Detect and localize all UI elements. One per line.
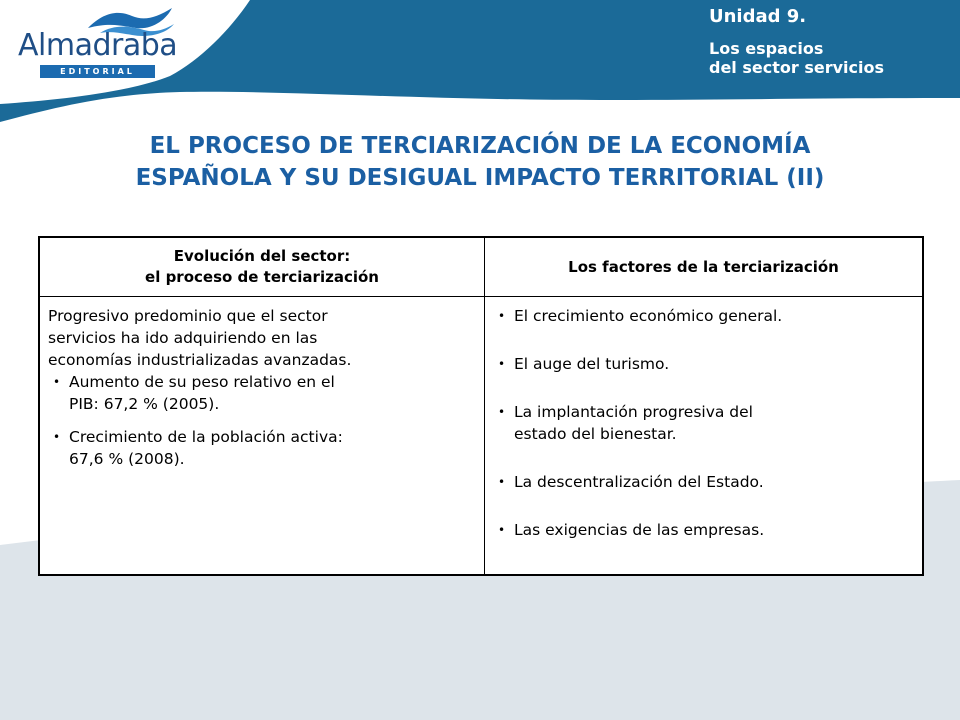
- table-body-row: [39, 297, 923, 576]
- content-table: [38, 236, 924, 576]
- unit-subtitle-line: del sector servicios: [709, 58, 884, 77]
- list-item-line: PIB: 67,2 % (2005).: [69, 395, 220, 413]
- bullet-icon: •: [498, 523, 506, 537]
- intro-line: servicios ha ido adquiriendo en las: [48, 329, 318, 347]
- left-bullet-list: [48, 371, 476, 470]
- page-title-line: ESPAÑOLA Y SU DESIGUAL IMPACTO TERRITORIAL (II): [135, 165, 825, 191]
- intro-line: economías industrializadas avanzadas.: [48, 351, 352, 369]
- list-item-line: Aumento de su peso relativo en el: [69, 373, 335, 391]
- list-item: [48, 371, 476, 415]
- bullet-icon: •: [498, 475, 506, 489]
- left-column-cell: [39, 297, 485, 576]
- logo-editorial-bar: EDITORIAL: [40, 65, 155, 78]
- bullet-icon: •: [498, 357, 506, 371]
- unit-label: [709, 6, 954, 77]
- right-header-text: Los factores de la terciarización: [568, 257, 839, 276]
- list-item-line: El crecimiento económico general.: [514, 307, 783, 325]
- list-item: [48, 426, 476, 470]
- list-item-line: Las exigencias de las empresas.: [514, 521, 765, 539]
- page-title-line: EL PROCESO DE TERCIARIZACIÓN DE LA ECONOMÍA: [149, 133, 811, 159]
- almadraba-logo: [18, 6, 178, 76]
- list-item-line: Crecimiento de la población activa:: [69, 428, 343, 446]
- intro-line: Progresivo predominio que el sector: [48, 307, 328, 325]
- list-item: [493, 519, 914, 541]
- unit-subtitle-line: Los espacios: [709, 39, 824, 58]
- list-item-line: 67,6 % (2008).: [69, 450, 185, 468]
- bullet-icon: •: [53, 430, 61, 444]
- bullet-icon: •: [53, 375, 61, 389]
- bullet-icon: •: [498, 309, 506, 323]
- right-bullet-list: [493, 305, 914, 541]
- list-item: [493, 305, 914, 327]
- left-header-line: el proceso de terciarización: [145, 268, 379, 286]
- right-column-header: [485, 237, 924, 297]
- list-item: [493, 353, 914, 375]
- intro-paragraph: [48, 305, 476, 371]
- list-item-line: La implantación progresiva del: [514, 403, 753, 421]
- table-header-row: [39, 237, 923, 297]
- bullet-icon: •: [498, 405, 506, 419]
- right-column-cell: [485, 297, 924, 576]
- page-title: [40, 130, 920, 194]
- left-header-line: Evolución del sector:: [173, 247, 351, 265]
- unit-title: Unidad 9.: [709, 6, 807, 27]
- unit-subtitle: [709, 39, 954, 77]
- logo-wordmark: Almadraba: [18, 28, 178, 63]
- left-column-header: [39, 237, 485, 297]
- list-item: [493, 401, 914, 445]
- list-item-line: La descentralización del Estado.: [514, 473, 764, 491]
- list-item-line: estado del bienestar.: [514, 425, 677, 443]
- list-item-line: El auge del turismo.: [514, 355, 670, 373]
- list-item: [493, 471, 914, 493]
